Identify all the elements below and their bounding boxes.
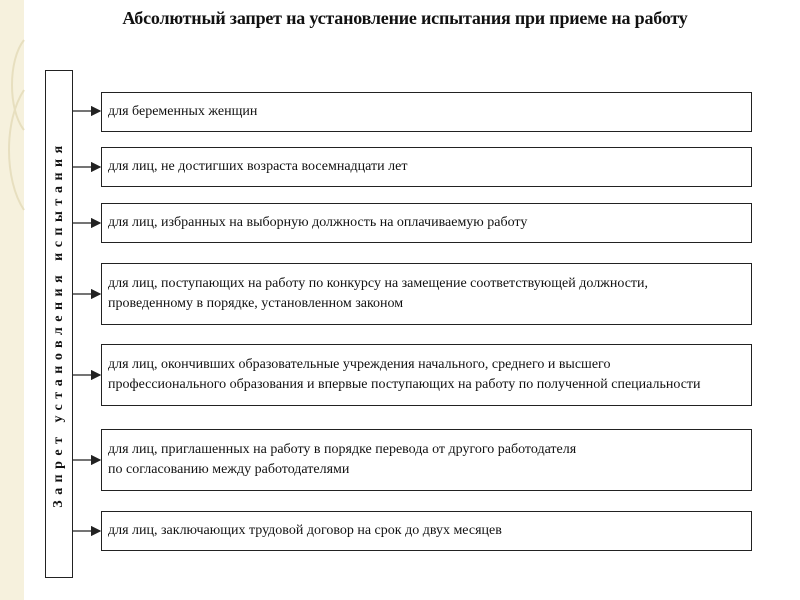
item-text-line1: для лиц, приглашенных на работу в порядке перевода от другого работодателя xyxy=(108,442,577,457)
item-text: для беременных женщин xyxy=(108,104,258,119)
item-under-eighteen xyxy=(101,147,752,187)
item-text: для лиц, избранных на выборную должность на оплачиваемую работу xyxy=(108,215,528,230)
item-competition-hiring xyxy=(101,263,752,325)
item-graduates xyxy=(101,344,752,406)
item-text-line2: проведенному в порядке, установленном законом xyxy=(108,296,404,311)
item-short-contract xyxy=(101,511,752,551)
item-text-line2: профессионального образования и впервые поступающих на работу по полученной специальности xyxy=(108,377,701,392)
item-text-line2: по согласованию между работодателями xyxy=(108,462,350,477)
diagram-title: Абсолютный запрет на установление испытания при приеме на работу xyxy=(122,8,688,28)
item-text: для лиц, не достигших возраста восемнадцати лет xyxy=(108,159,408,174)
item-text: для лиц, заключающих трудовой договор на срок до двух месяцев xyxy=(108,523,502,538)
item-text-line1: для лиц, поступающих на работу по конкурсу на замещение соответствующей должности, xyxy=(108,276,649,291)
vertical-label: Запрет установления испытания xyxy=(51,140,66,508)
item-text-line1: для лиц, окончивших образовательные учреждения начального, среднего и высшего xyxy=(108,357,611,372)
item-pregnant-women xyxy=(101,92,752,132)
item-transfer-invitation xyxy=(101,429,752,491)
item-elected-position xyxy=(101,203,752,243)
